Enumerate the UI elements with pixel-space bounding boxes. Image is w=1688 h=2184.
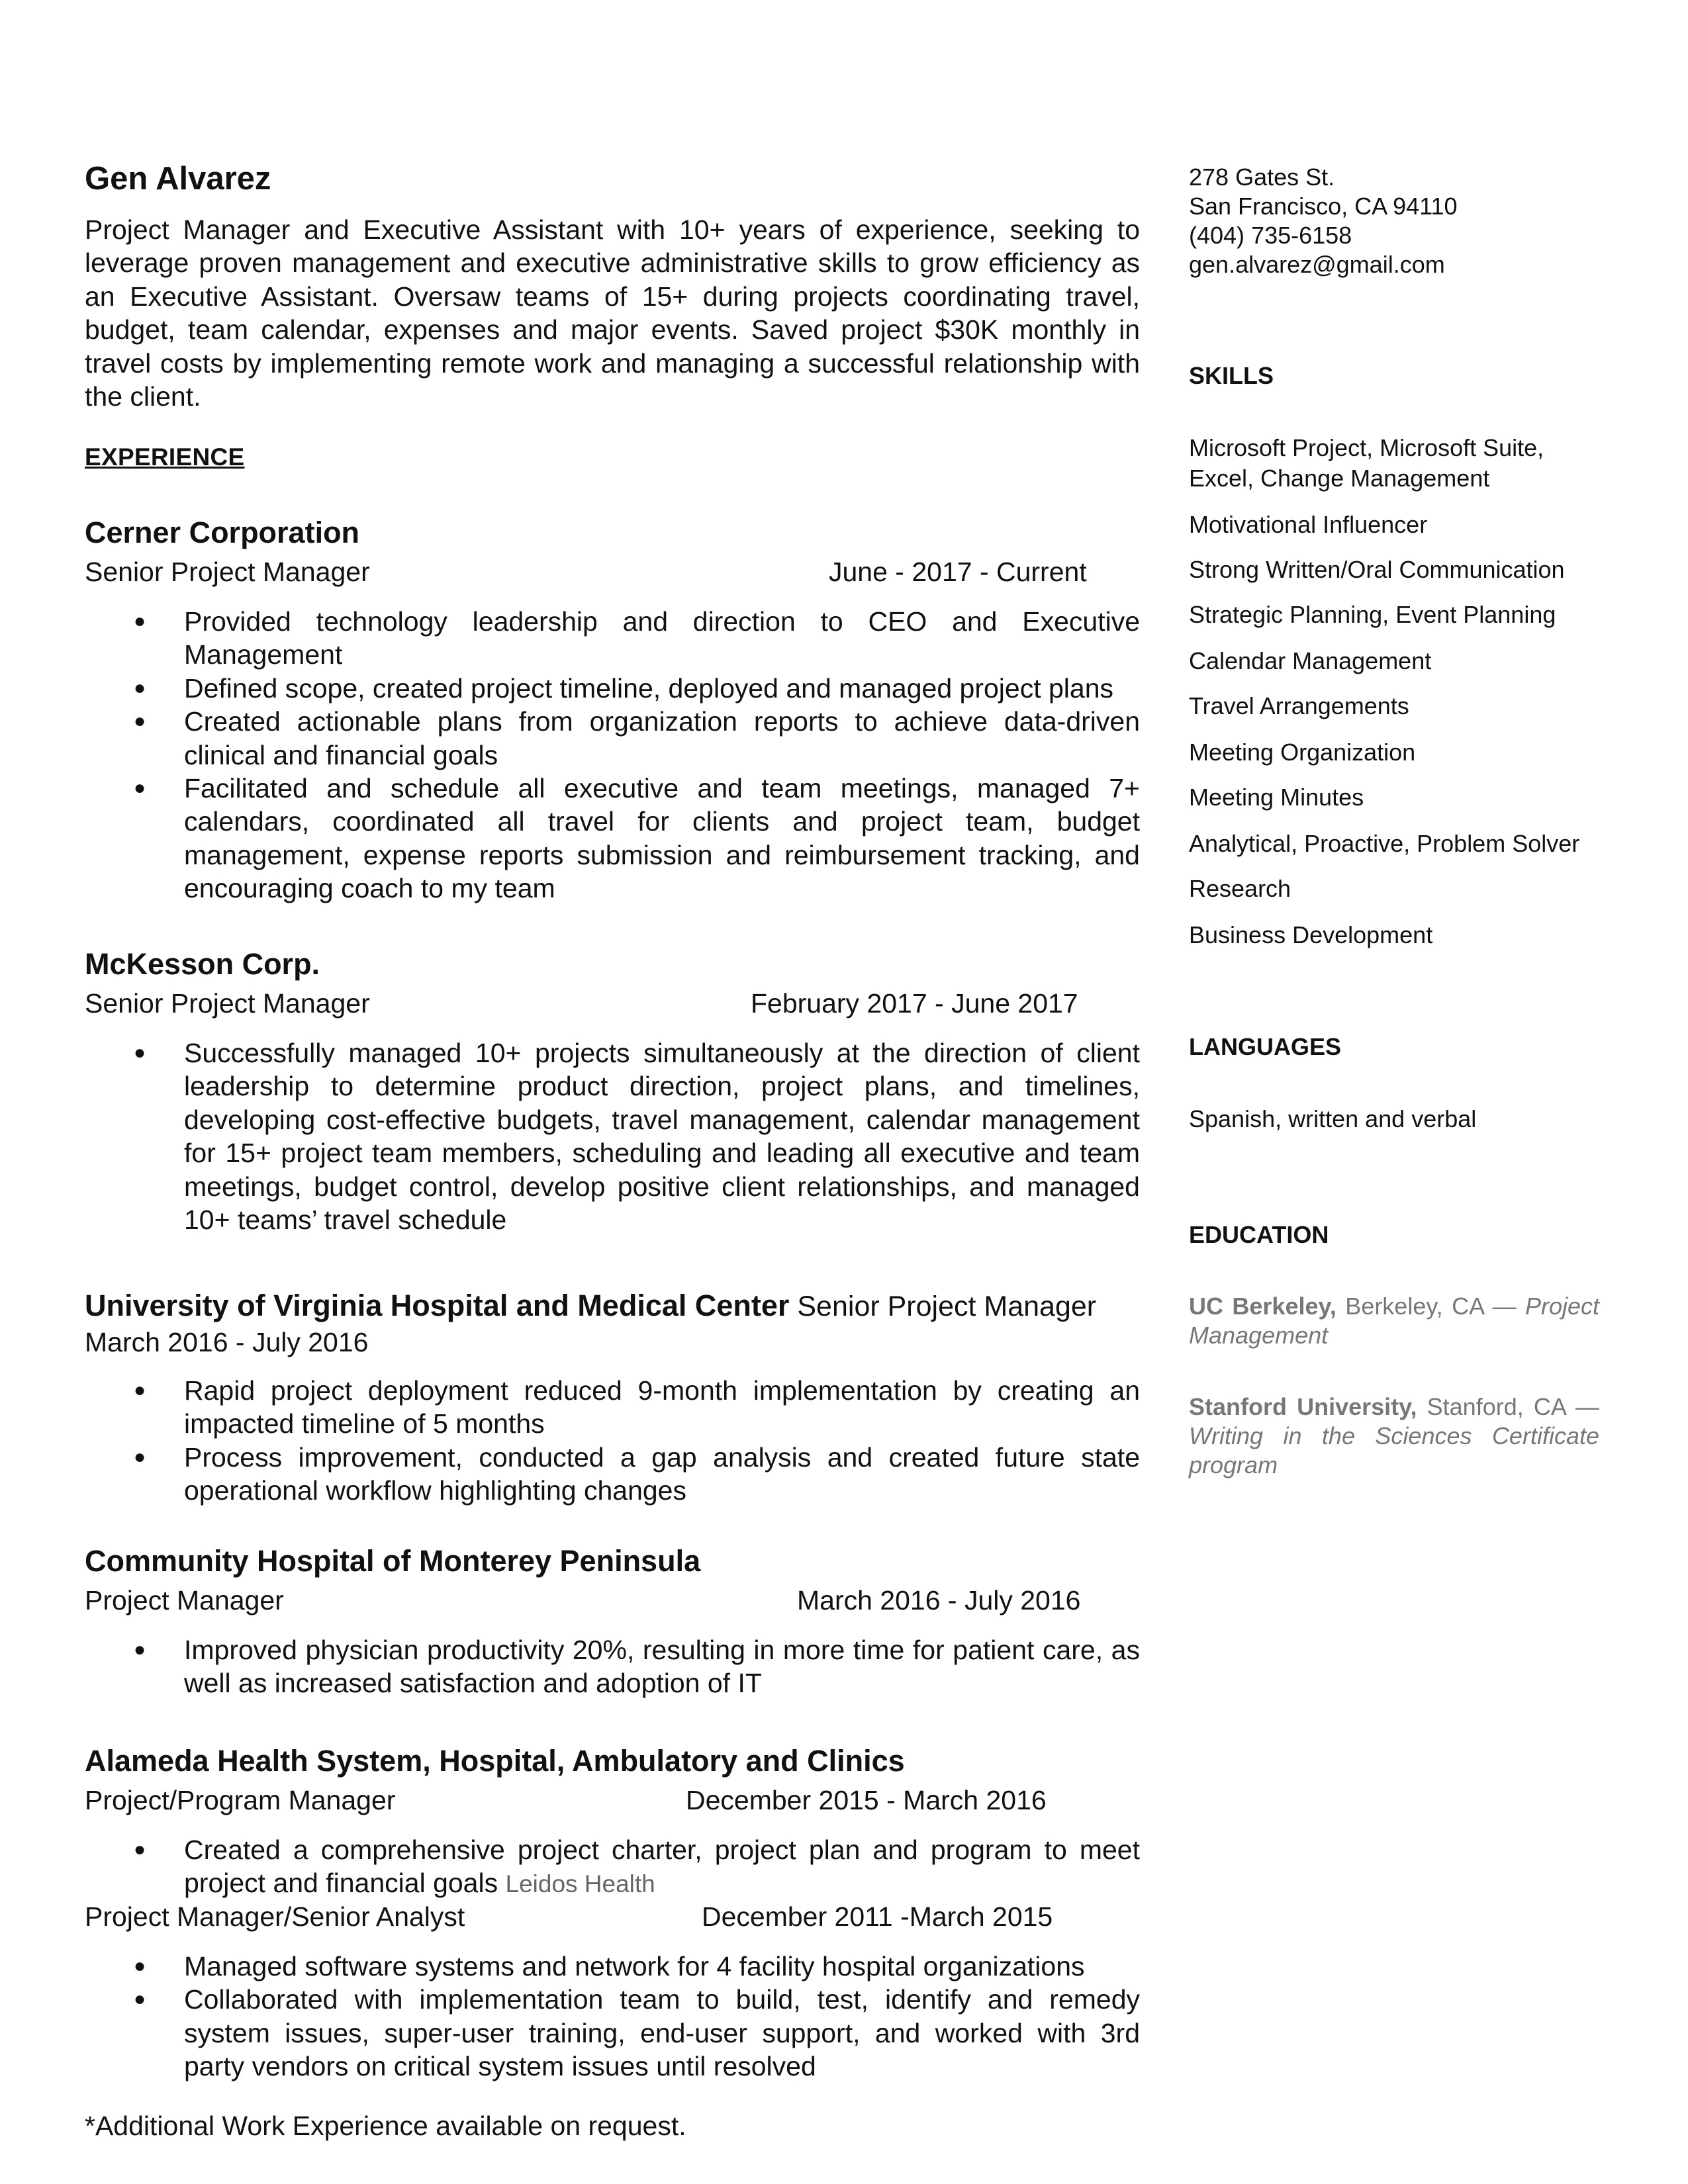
skill-item: Research xyxy=(1189,875,1291,902)
contact-phone: (404) 735-6158 xyxy=(1189,222,1352,249)
job-heading xyxy=(85,1288,1140,1324)
skill-item: Meeting Minutes xyxy=(1189,784,1364,811)
job-title: Project Manager/Senior Analyst xyxy=(85,1901,465,1932)
job-bullet: ● Process improvement, conducted a gap analysis and created future state operational workflow highlighting changes xyxy=(85,1441,1140,1508)
contact-street: 278 Gates St. xyxy=(1189,163,1335,191)
employer-note: Leidos Health xyxy=(505,1870,655,1898)
skill-item: Travel Arrangements xyxy=(1189,692,1409,719)
job-bullets xyxy=(85,1950,1140,2083)
education-program: Project Management xyxy=(1189,1293,1599,1349)
job-dates: March 2016 - July 2016 xyxy=(85,1327,369,1357)
skill-item: Meeting Organization xyxy=(1189,739,1416,766)
education-school: UC Berkeley, xyxy=(1189,1293,1336,1320)
job-dates: December 2011 -March 2015 xyxy=(702,1901,1053,1932)
job-company: McKesson Corp. xyxy=(85,947,320,981)
skill-item: Business Development xyxy=(1189,921,1433,948)
education-school: Stanford University, xyxy=(1189,1393,1417,1420)
contact-block xyxy=(1189,163,1599,279)
job-bullet: ● Defined scope, created project timeline, deployed and managed project plans xyxy=(85,672,1140,705)
job-bullet-text: Created a comprehensive project charter, project plan and program to meet project and financial goals xyxy=(184,1835,1140,1899)
job-bullets xyxy=(85,1633,1140,1700)
job-bullet: ● Collaborated with implementation team to build, test, identify and remedy system issues, super-user training, end-user support, and worked with 3rd party vendors on critical system issues until resolved xyxy=(85,1983,1140,2083)
education-item xyxy=(1189,1292,1599,1350)
education-heading: EDUCATION xyxy=(1189,1221,1329,1248)
job-company: Alameda Health System, Hospital, Ambulatory and Clinics xyxy=(85,1744,905,1778)
skill-item: Microsoft Project, Microsoft Suite, Excel, Change Management xyxy=(1189,434,1544,492)
job-bullet: ● Created actionable plans from organization reports to achieve data-driven clinical and financial goals xyxy=(85,705,1140,772)
skill-item: Strategic Planning, Event Planning xyxy=(1189,601,1556,628)
job-title: Project Manager xyxy=(85,1585,284,1615)
job-title: Senior Project Manager xyxy=(85,988,370,1019)
skill-item: Calendar Management xyxy=(1189,647,1432,674)
skill-item: Strong Written/Oral Communication xyxy=(1189,556,1565,583)
education-location: Stanford, CA xyxy=(1427,1393,1566,1420)
education-program: Writing in the Sciences Certificate program xyxy=(1189,1422,1599,1479)
languages-heading: LANGUAGES xyxy=(1189,1033,1342,1060)
job-bullet: ● Rapid project deployment reduced 9-month implementation by creating an impacted timeline of 5 months xyxy=(85,1374,1140,1441)
job-dates: June - 2017 - Current xyxy=(829,557,1087,587)
job-bullet: ● Managed software systems and network for 4 facility hospital organizations xyxy=(85,1950,1140,1983)
job-title: Senior Project Manager xyxy=(797,1291,1097,1322)
job-bullets xyxy=(85,1036,1140,1236)
job-title: Senior Project Manager xyxy=(85,557,370,587)
candidate-name: Gen Alvarez xyxy=(85,161,271,197)
job-bullets xyxy=(85,605,1140,905)
job-bullet: ● Improved physician productivity 20%, resulting in more time for patient care, as well as increased satisfaction and adoption of IT xyxy=(85,1633,1140,1700)
contact-email: gen.alvarez@gmail.com xyxy=(1189,251,1445,278)
skill-item: Analytical, Proactive, Problem Solver xyxy=(1189,830,1580,857)
job-bullets xyxy=(85,1374,1140,1508)
profile-summary: Project Manager and Executive Assistant with 10+ years of experience, seeking to leverage proven management and executive administrative skills to grow efficiency as an Executive Assistant. Oversaw teams of 15+ during projects coordinating travel, budget, team calendar, expenses and major events. Saved project $30K monthly in travel costs by implementing remote work and managing a successful relationship with the client. xyxy=(85,214,1140,412)
job-bullet: ● Provided technology leadership and direction to CEO and Executive Management xyxy=(85,605,1140,672)
education-item xyxy=(1189,1392,1599,1480)
job-bullets xyxy=(85,1833,1140,1901)
footer-note: *Additional Work Experience available on request. xyxy=(85,2111,686,2141)
job-bullet: ● Successfully managed 10+ projects simultaneously at the direction of client leadership to determine product direction, project plans, and timelines, developing cost-effective budgets, travel management, calendar management for 15+ project team members, scheduling and leading all executive and team meetings, budget control, develop positive client relationships, and managed 10+ teams’ travel schedule xyxy=(85,1036,1140,1236)
experience-heading: EXPERIENCE xyxy=(85,443,245,471)
job-bullet: ● Facilitated and schedule all executive and team meetings, managed 7+ calendars, coordinated all travel for clients and project team, budget management, expense reports submission and reimbursement tracking, and encouraging coach to my team xyxy=(85,772,1140,905)
job-company: University of Virginia Hospital and Medical Center xyxy=(85,1289,790,1322)
contact-city: San Francisco, CA 94110 xyxy=(1189,193,1458,220)
job-company: Community Hospital of Monterey Peninsula xyxy=(85,1544,701,1578)
job-bullet xyxy=(85,1833,1140,1901)
skill-item: Motivational Influencer xyxy=(1189,511,1428,538)
job-dates: February 2017 - June 2017 xyxy=(751,988,1078,1019)
skills-heading: SKILLS xyxy=(1189,362,1274,389)
language-item: Spanish, written and verbal xyxy=(1189,1105,1477,1132)
education-dash: — xyxy=(1575,1393,1599,1420)
education-dash: — xyxy=(1492,1293,1517,1320)
job-dates: March 2016 - July 2016 xyxy=(797,1585,1081,1615)
education-location: Berkeley, CA xyxy=(1345,1293,1484,1320)
job-company: Cerner Corporation xyxy=(85,516,360,549)
job-title: Project/Program Manager xyxy=(85,1785,396,1815)
job-dates: December 2015 - March 2016 xyxy=(686,1785,1047,1815)
